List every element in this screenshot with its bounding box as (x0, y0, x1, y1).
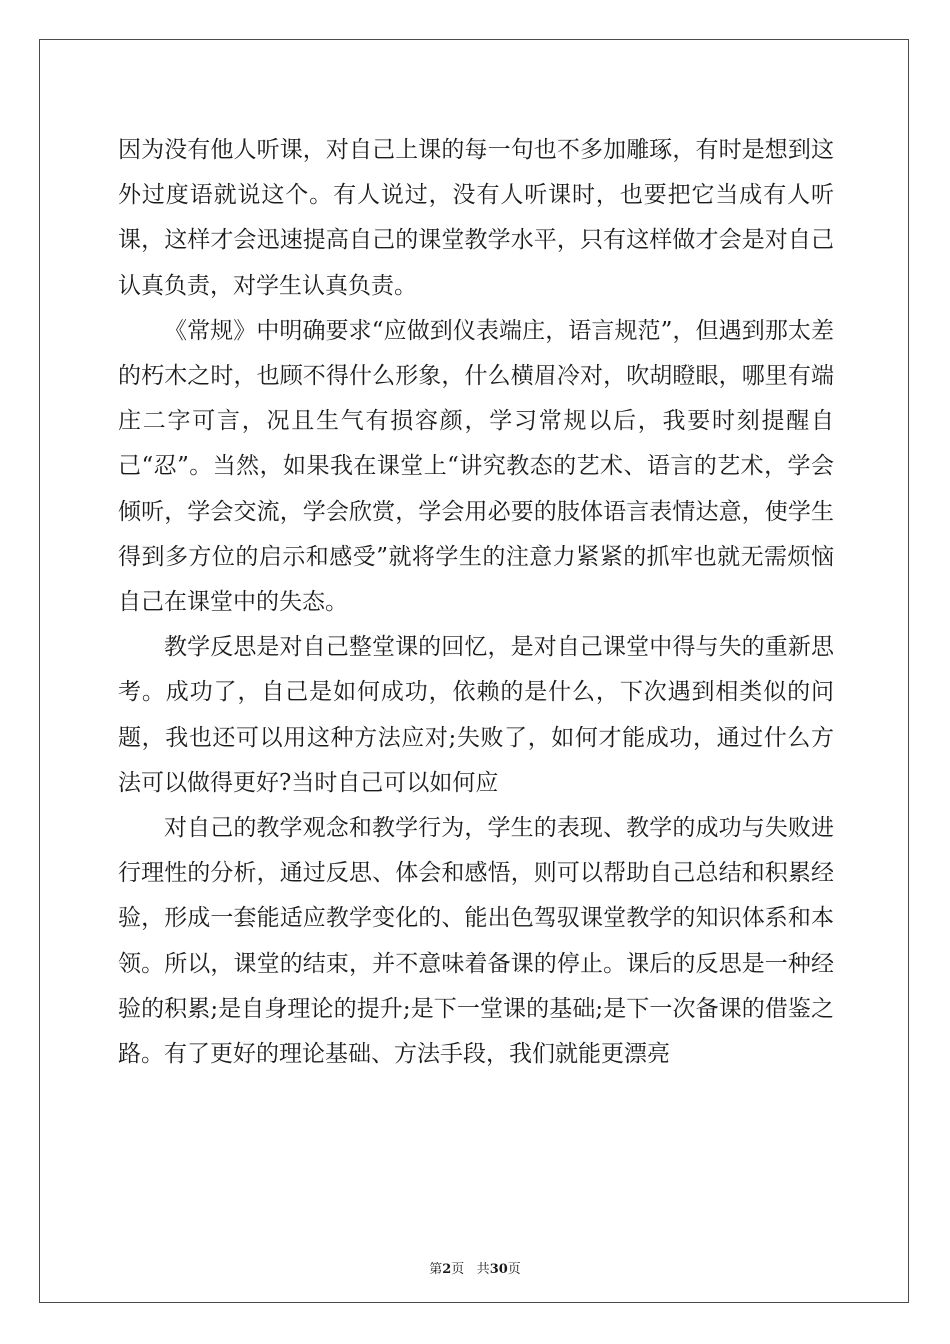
document-body (118, 128, 834, 1077)
total-prefix: 共 (476, 1262, 490, 1277)
paragraph-4: 对自己的教学观念和教学行为，学生的表现、教学的成功与失败进行理性的分析，通过反思、体会和感悟，则可以帮助自己总结和积累经验，形成一套能适应教学变化的、能出色驾驭课堂教学的知识体系和本领。所以，课堂的结束，并不意味着备课的停止。课后的反思是一种经验的积累;是自身理论的提升;是下一堂课的基础;是下一次备课的借鉴之路。有了更好的理论基础、方法手段，我们就能更漂亮 (118, 815, 834, 1068)
paragraph-2: 《常规》中明确要求“应做到仪表端庄，语言规范”，但遇到那太差的朽木之时，也顾不得什么形象，什么横眉冷对，吹胡瞪眼，哪里有端庄二字可言，况且生气有损容颜，学习常规以后，我要时刻提醒自己“忍”。当然，如果我在课堂上“讲究教态的艺术、语言的艺术，学会倾听，学会交流，学会欣赏，学会用必要的肢体语言表情达意，使学生得到多方位的启示和感受”就将学生的注意力紧紧的抓牢也就无需烦恼自己在课堂中的失态。 (118, 317, 834, 616)
page-prefix: 第 (429, 1262, 443, 1277)
total-suffix: 页 (507, 1262, 521, 1277)
page-suffix: 页 (451, 1262, 465, 1277)
paragraph-1: 因为没有他人听课，对自己上课的每一句也不多加雕琢，有时是想到这外过度语就说这个。有人说过，没有人听课时，也要把它当成有人听课，这样才会迅速提高自己的课堂教学水平，只有这样做才会是对自己认真负责，对学生认真负责。 (118, 137, 834, 299)
page-number: 2 (442, 1262, 452, 1277)
page-footer (0, 1258, 950, 1277)
total-pages: 30 (489, 1262, 508, 1277)
paragraph-3: 教学反思是对自己整堂课的回忆，是对自己课堂中得与失的重新思考。成功了，自己是如何成功，依赖的是什么，下次遇到相类似的问题，我也还可以用这种方法应对;失败了，如何才能成功，通过什么方法可以做得更好?当时自己可以如何应 (118, 634, 834, 796)
